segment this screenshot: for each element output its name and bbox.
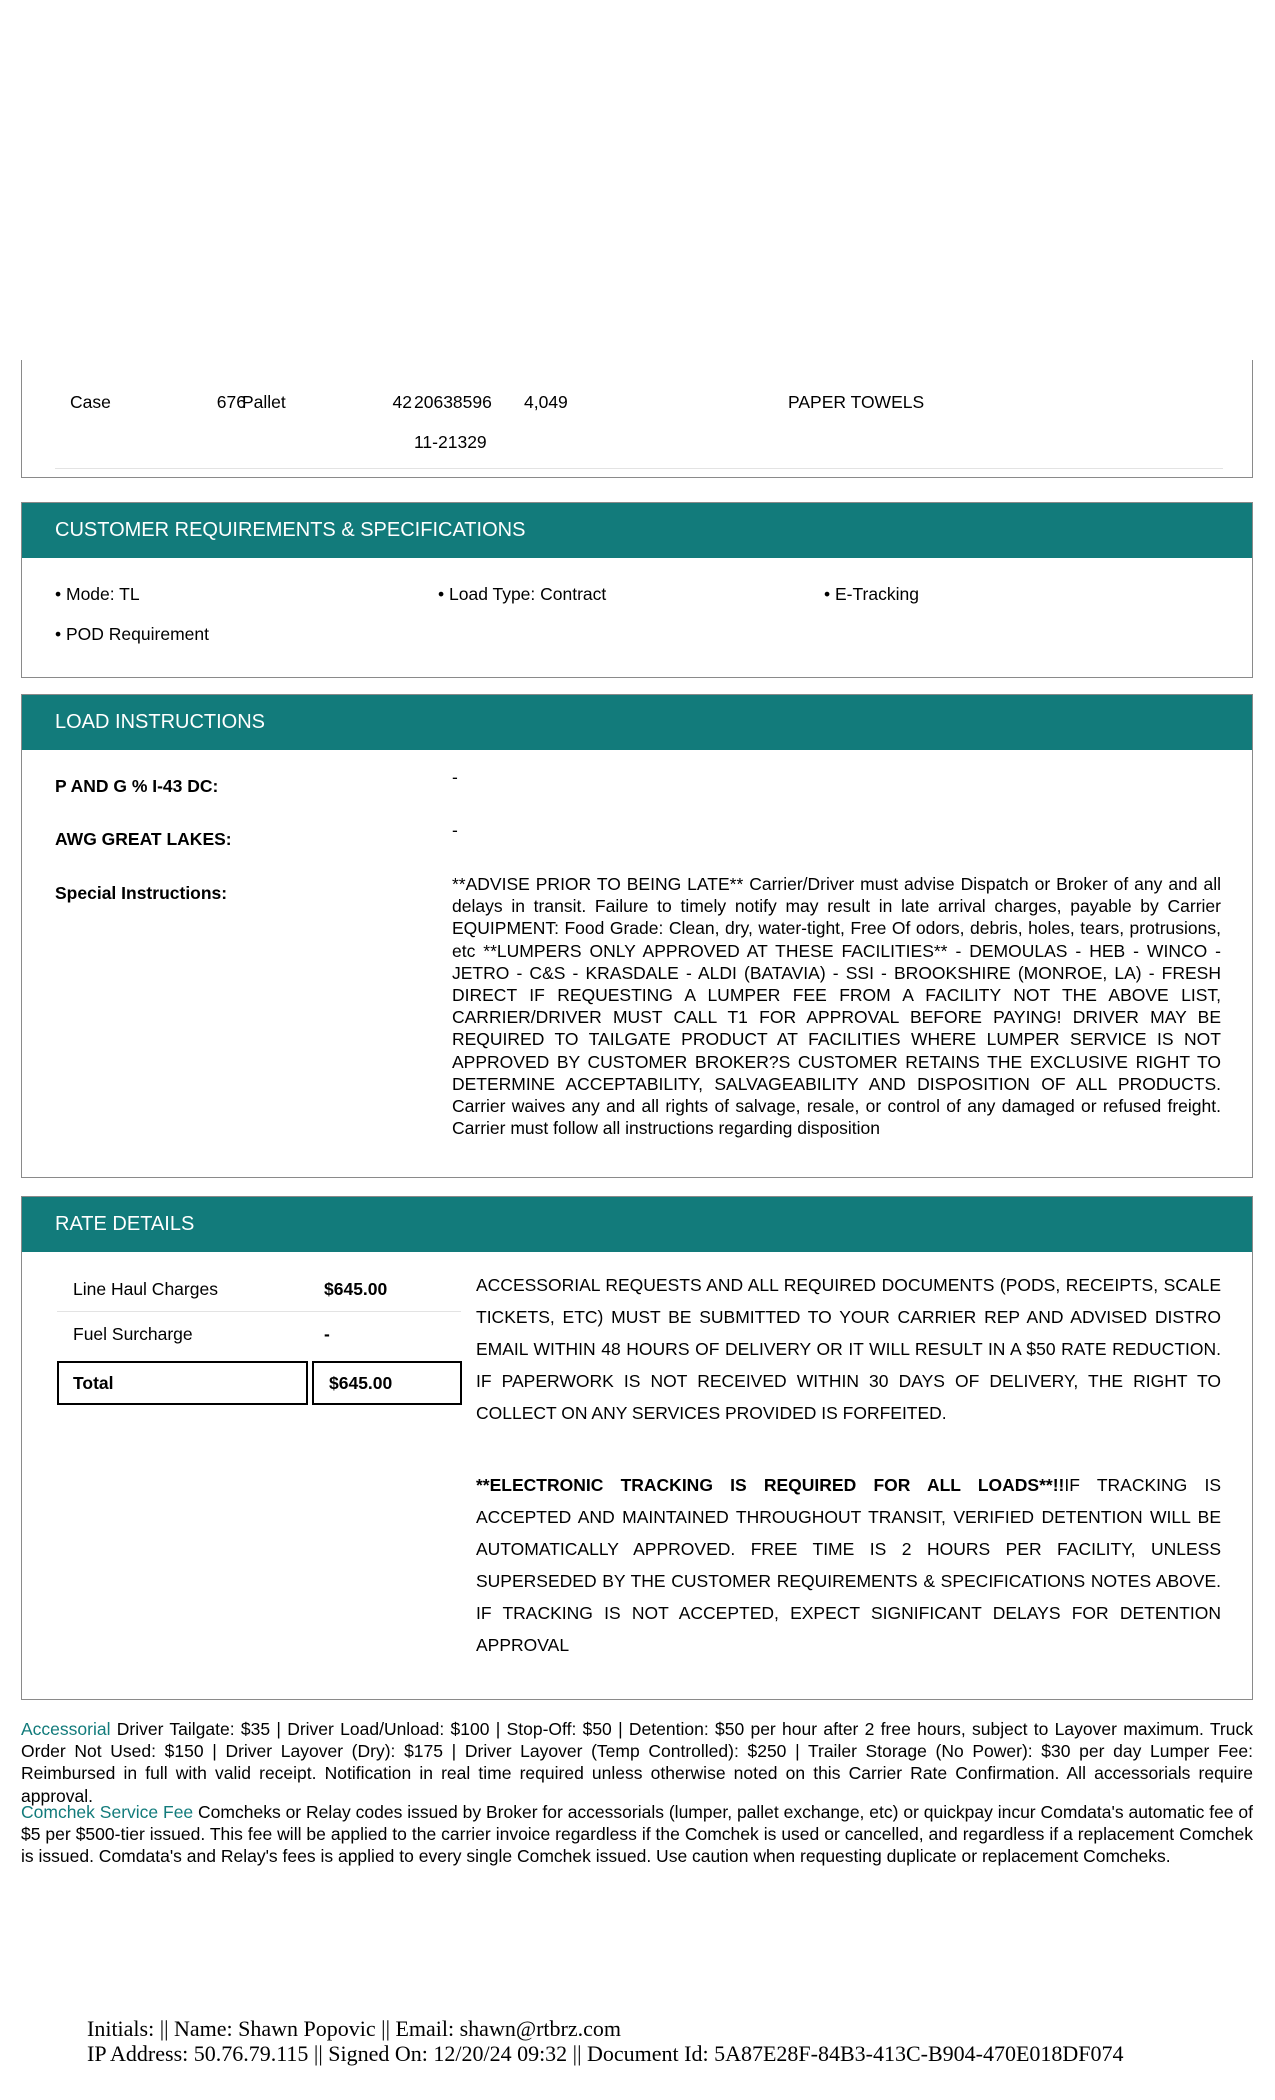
tracking-notice — [476, 1469, 1221, 1661]
accessorial-notice: ACCESSORIAL REQUESTS AND ALL REQUIRED DOCUMENTS (PODS, RECEIPTS, SCALE TICKETS, ETC) MUST BE SUBMITTED TO YOUR CARRIER REP AND ADVISED DISTRO EMAIL WITHIN 48 HOURS OF DELIVERY OR IT WILL RESULT IN A $50 RATE REDUCTION. IF PAPERWORK IS NOT RECEIVED WITHIN 30 DAYS OF DELIVERY, THE RIGHT TO COLLECT ON ANY SERVICES PROVIDED IS FORFEITED. — [476, 1275, 1221, 1423]
comchek-paragraph — [21, 1801, 1253, 1868]
rate-label: Fuel Surcharge — [73, 1324, 193, 1344]
tracking-notice-bold: **ELECTRONIC TRACKING IS REQUIRED FOR ALL LOADS**!! — [476, 1475, 1065, 1495]
accessorial-label: Accessorial — [21, 1719, 111, 1739]
signature-line-1: Initials: || Name: Shawn Popovic || Email: shawn@rtbrz.com — [87, 2016, 622, 2041]
accessorial-text: Driver Tailgate: $35 | Driver Load/Unload: $100 | Stop-Off: $50 | Detention: $50 per hour after 2 free hours, subject to Layover maximum. Truck Order Not Used: $150 | Driver Layover (Dry): $175 | Driver Layover (Temp Controlled): $250 | Trailer Storage (No Power): $30 per day Lumper Fee: Reimbursed in full with valid receipt. Notification in real time required unless otherwise noted on this Carrier Rate Confirmation. All accessorials require approval. — [21, 1719, 1253, 1806]
instruction-label: P AND G % I-43 DC: — [55, 776, 219, 796]
instruction-label: Special Instructions: — [55, 883, 228, 903]
special-instructions-text: **ADVISE PRIOR TO BEING LATE** Carrier/Driver must advise Dispatch or Broker of any and all delays in transit. Failure to timely notify may result in late arrival charges, payable by Carrier EQUIPMENT: Food Grade: Clean, dry, water-tight, Free Of odors, debris, holes, tears, protrusions, etc **LUMPERS ONLY APPROVED AT THESE FACILITIES** - DEMOULAS - HEB - WINCO - JETRO - C&S - KRASDALE - ALDI (BATAVIA) - SSI - BROOKSHIRE (MONROE, LA) - FRESH DIRECT IF REQUESTING A LUMPER FEE FROM A FACILITY NOT THE ABOVE LIST, CARRIER/DRIVER MUST CALL T1 FOR APPROVAL BEFORE PAYING! DRIVER MAY BE REQUIRED TO TAILGATE PRODUCT AT FACILITIES WHERE LUMPER SERVICE IS NOT APPROVED BY CUSTOMER BROKER?S CUSTOMER RETAINS THE EXCLUSIVE RIGHT TO DETERMINE ACCEPTABILITY, SALVAGEABILITY AND DISPOSITION OF ALL PRODUCTS. Carrier waives any and all rights of salvage, resale, or control of any damaged or refused freight. Carrier must follow all instructions regarding disposition — [452, 874, 1221, 1139]
rate-divider — [57, 1311, 461, 1312]
load-instructions-section — [21, 694, 1253, 1178]
total-value-box — [312, 1361, 462, 1405]
instruction-value: - — [452, 767, 458, 787]
comchek-text: Comcheks or Relay codes issued by Broker for accessorials (lumper, pallet exchange, etc) or quickpay incur Comdata's automatic fee of $5 per $500-tier issued. This fee will be applied to the carrier invoice regardless if the Comchek is used or cancelled, and regardless if a replacement Comchek is issued. Comdata's and Relay's fees is applied to every single Comchek issued. Use caution when requesting duplicate or replacement Comcheks. — [21, 1802, 1253, 1867]
requirement-item: • E-Tracking — [824, 584, 919, 605]
row-divider — [55, 468, 1223, 469]
signature-block — [87, 2016, 1124, 2066]
rate-value: - — [324, 1324, 330, 1344]
requirement-item: • POD Requirement — [55, 624, 209, 645]
rate-details-section — [21, 1196, 1253, 1700]
item-weight: 4,049 — [524, 392, 568, 412]
rate-value: $645.00 — [324, 1279, 388, 1299]
item-ref2: 11-21329 — [414, 432, 487, 452]
section-header: LOAD INSTRUCTIONS — [22, 695, 1252, 750]
signature-line-2: IP Address: 50.76.79.115 || Signed On: 12/20/24 09:32 || Document Id: 5A87E28F-84B3-413C-B904-470E018DF074 — [87, 2041, 1124, 2066]
rate-label: Line Haul Charges — [73, 1279, 218, 1299]
item-table-box — [21, 360, 1253, 478]
tracking-notice-text: IF TRACKING IS ACCEPTED AND MAINTAINED THROUGHOUT TRANSIT, VERIFIED DETENTION WILL BE AUTOMATICALLY APPROVED. FREE TIME IS 2 HOURS PER FACILITY, UNLESS SUPERSEDED BY THE CUSTOMER REQUIREMENTS & SPECIFICATIONS NOTES ABOVE. IF TRACKING IS NOT ACCEPTED, EXPECT SIGNIFICANT DELAYS FOR DETENTION APPROVAL — [476, 1475, 1221, 1655]
item-unit: Case — [70, 392, 111, 412]
total-label-box — [57, 1361, 308, 1405]
comchek-label: Comchek Service Fee — [21, 1802, 194, 1822]
item-pkg: Pallet — [242, 392, 286, 412]
requirement-item: • Load Type: Contract — [438, 584, 606, 605]
item-qty: 676 — [216, 392, 246, 412]
requirement-item: • Mode: TL — [55, 584, 140, 605]
item-ref1: 20638596 — [414, 392, 492, 412]
total-value: $645.00 — [329, 1373, 393, 1393]
customer-requirements-section — [21, 502, 1253, 678]
accessorial-paragraph — [21, 1718, 1253, 1807]
section-header: RATE DETAILS — [22, 1197, 1252, 1252]
total-label: Total — [73, 1373, 114, 1393]
instruction-label: AWG GREAT LAKES: — [55, 829, 232, 849]
item-pkg-count: 42 — [392, 392, 412, 412]
section-header: CUSTOMER REQUIREMENTS & SPECIFICATIONS — [22, 503, 1252, 558]
item-description: PAPER TOWELS — [788, 392, 925, 412]
instruction-value: - — [452, 820, 458, 840]
